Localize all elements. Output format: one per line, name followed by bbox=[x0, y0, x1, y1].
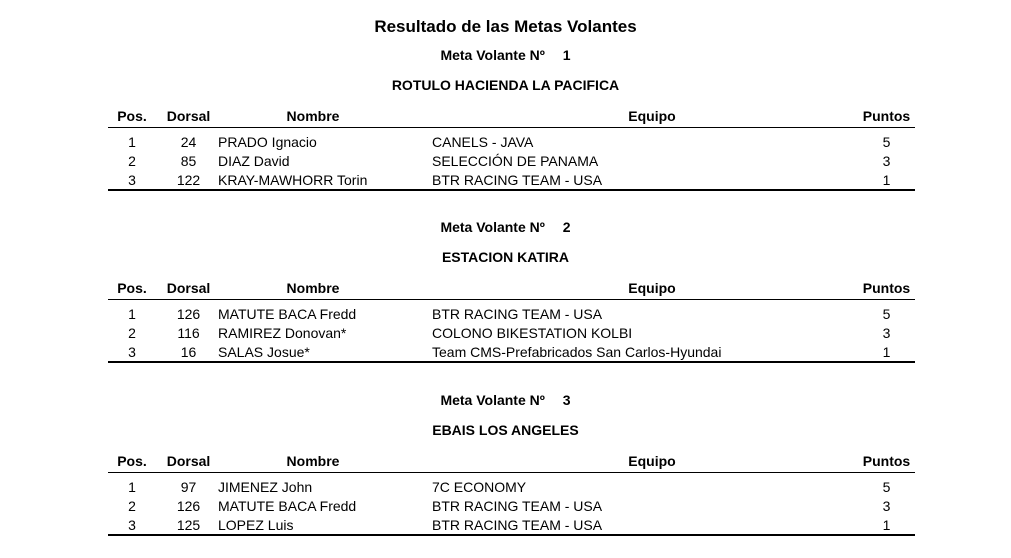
header-nombre: Nombre bbox=[286, 108, 340, 124]
cell-puntos: 3 bbox=[882, 325, 891, 341]
header-pos: Pos. bbox=[117, 453, 147, 469]
cell-puntos: 5 bbox=[882, 479, 891, 495]
cell-puntos: 5 bbox=[882, 134, 891, 150]
cell-equipo: 7C ECONOMY bbox=[432, 479, 527, 495]
cell-pos: 2 bbox=[128, 498, 136, 514]
cell-nombre: KRAY-MAWHORR Torin bbox=[218, 172, 368, 188]
meta-volante-label: Meta Volante Nº bbox=[440, 47, 545, 63]
meta-volante-place: ROTULO HACIENDA LA PACIFICA bbox=[391, 77, 620, 93]
table-header bbox=[108, 107, 915, 128]
table-bottom-rule bbox=[108, 189, 915, 191]
table-bottom-rule bbox=[108, 534, 915, 536]
cell-pos: 3 bbox=[128, 344, 136, 360]
cell-equipo: Team CMS-Prefabricados San Carlos-Hyundai bbox=[432, 344, 722, 360]
header-dorsal: Dorsal bbox=[166, 280, 211, 296]
cell-puntos: 3 bbox=[882, 498, 891, 514]
cell-pos: 1 bbox=[128, 479, 136, 495]
header-pos: Pos. bbox=[117, 108, 147, 124]
cell-dorsal: 126 bbox=[176, 306, 201, 322]
meta-volante-place: ESTACION KATIRA bbox=[441, 249, 570, 265]
cell-equipo: BTR RACING TEAM - USA bbox=[432, 517, 603, 533]
meta-volante-heading bbox=[0, 392, 1011, 408]
cell-pos: 1 bbox=[128, 306, 136, 322]
table-row bbox=[108, 324, 915, 343]
header-pos: Pos. bbox=[117, 280, 147, 296]
cell-puntos: 1 bbox=[882, 517, 891, 533]
cell-nombre: PRADO Ignacio bbox=[218, 134, 317, 150]
table-row bbox=[108, 133, 915, 152]
header-puntos: Puntos bbox=[862, 108, 911, 124]
cell-equipo: BTR RACING TEAM - USA bbox=[432, 306, 603, 322]
header-equipo: Equipo bbox=[628, 453, 676, 469]
header-nombre: Nombre bbox=[286, 280, 340, 296]
table-row bbox=[108, 305, 915, 324]
table-row bbox=[108, 343, 915, 362]
cell-dorsal: 122 bbox=[176, 172, 201, 188]
header-equipo: Equipo bbox=[628, 108, 676, 124]
cell-pos: 2 bbox=[128, 153, 136, 169]
cell-nombre: DIAZ David bbox=[218, 153, 290, 169]
table-row bbox=[108, 152, 915, 171]
cell-pos: 3 bbox=[128, 517, 136, 533]
meta-volante-number: 2 bbox=[562, 219, 571, 235]
header-equipo: Equipo bbox=[628, 280, 676, 296]
header-puntos: Puntos bbox=[862, 453, 911, 469]
meta-volante-heading bbox=[0, 47, 1011, 63]
cell-nombre: SALAS Josue* bbox=[218, 344, 310, 360]
table-header bbox=[108, 452, 915, 473]
cell-pos: 1 bbox=[128, 134, 136, 150]
page-title: Resultado de las Metas Volantes bbox=[374, 17, 637, 36]
table-header bbox=[108, 279, 915, 300]
cell-equipo: SELECCIÓN DE PANAMA bbox=[432, 153, 599, 169]
table-row bbox=[108, 171, 915, 190]
cell-pos: 2 bbox=[128, 325, 136, 341]
table-row bbox=[108, 497, 915, 516]
cell-nombre: RAMIREZ Donovan* bbox=[218, 325, 347, 341]
cell-equipo: COLONO BIKESTATION KOLBI bbox=[432, 325, 633, 341]
header-dorsal: Dorsal bbox=[166, 453, 211, 469]
meta-volante-place: EBAIS LOS ANGELES bbox=[432, 422, 579, 438]
cell-puntos: 1 bbox=[882, 344, 891, 360]
cell-dorsal: 24 bbox=[180, 134, 197, 150]
cell-nombre: MATUTE BACA Fredd bbox=[218, 306, 357, 322]
table-row bbox=[108, 478, 915, 497]
cell-pos: 3 bbox=[128, 172, 136, 188]
header-puntos: Puntos bbox=[862, 280, 911, 296]
meta-volante-label: Meta Volante Nº bbox=[440, 219, 545, 235]
cell-dorsal: 85 bbox=[180, 153, 197, 169]
meta-volante-number: 3 bbox=[562, 392, 571, 408]
cell-puntos: 5 bbox=[882, 306, 891, 322]
cell-dorsal: 116 bbox=[177, 325, 200, 341]
cell-dorsal: 97 bbox=[180, 479, 197, 495]
cell-dorsal: 126 bbox=[176, 498, 201, 514]
cell-nombre: LOPEZ Luis bbox=[218, 517, 294, 533]
cell-puntos: 1 bbox=[882, 172, 891, 188]
table-row bbox=[108, 516, 915, 535]
cell-equipo: CANELS - JAVA bbox=[432, 134, 534, 150]
cell-nombre: JIMENEZ John bbox=[218, 479, 313, 495]
cell-equipo: BTR RACING TEAM - USA bbox=[432, 172, 603, 188]
cell-puntos: 3 bbox=[882, 153, 891, 169]
meta-volante-heading bbox=[0, 219, 1011, 235]
cell-nombre: MATUTE BACA Fredd bbox=[218, 498, 357, 514]
table-bottom-rule bbox=[108, 361, 915, 363]
header-nombre: Nombre bbox=[286, 453, 340, 469]
cell-equipo: BTR RACING TEAM - USA bbox=[432, 498, 603, 514]
meta-volante-number: 1 bbox=[562, 47, 571, 63]
meta-volante-label: Meta Volante Nº bbox=[440, 392, 545, 408]
cell-dorsal: 16 bbox=[180, 344, 197, 360]
header-dorsal: Dorsal bbox=[166, 108, 211, 124]
cell-dorsal: 125 bbox=[176, 517, 201, 533]
